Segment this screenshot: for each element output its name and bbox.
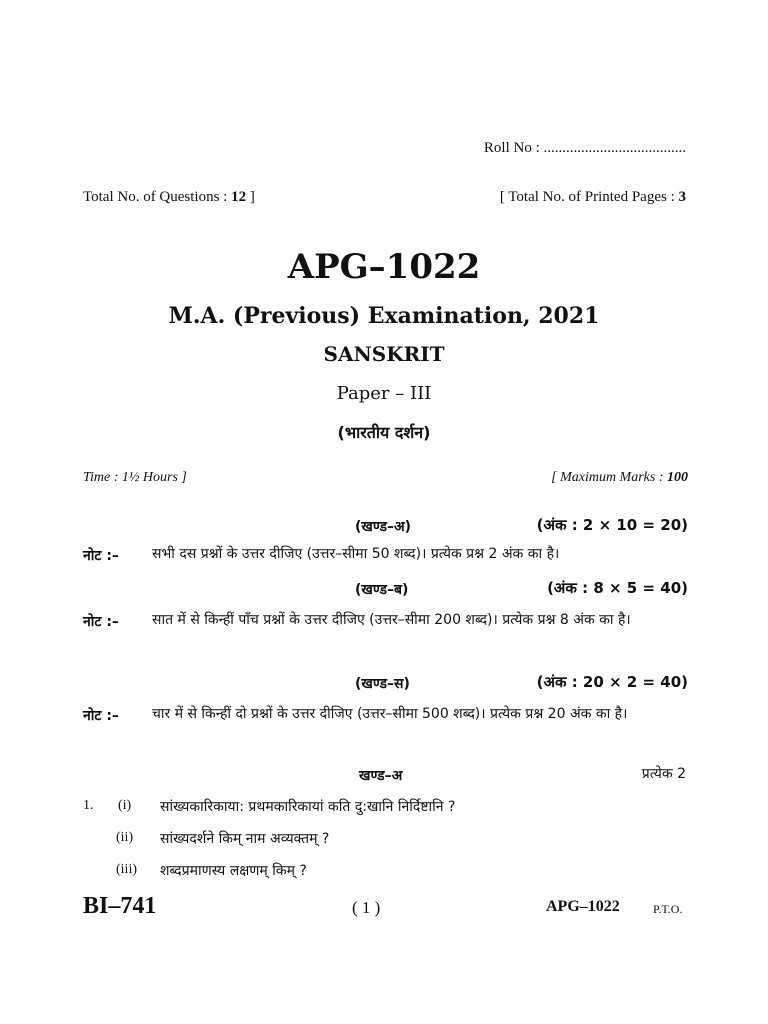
subquestion-number: (ii) (116, 830, 134, 845)
paper-title: (भारतीय दर्शन) (337, 423, 431, 442)
subquestion-number: (iii) (116, 862, 137, 877)
section-b-heading: (खण्ड–ब) (355, 582, 409, 598)
total-questions-label: Total No. of Questions : (83, 189, 232, 205)
time-allowed: Time : 1½ Hours ] (83, 470, 187, 485)
printed-pages-label: [ Total No. of Printed Pages : (499, 189, 679, 205)
paper-number: Paper – III (336, 383, 432, 404)
part-a-each-marks: प्रत्येक 2 (641, 766, 686, 782)
paper-code: APG–1022 (287, 247, 481, 287)
part-a-heading: खण्ड–अ (359, 768, 403, 784)
section-c-heading: (खण्ड–स) (355, 676, 410, 692)
maximum-marks-label: [ Maximum Marks : (551, 470, 667, 485)
page-number: ( 1 ) (352, 898, 381, 917)
section-a-heading: (खण्ड–अ) (355, 519, 412, 535)
subquestion-text: सांख्यदर्शने किम् नाम अव्यक्तम् ? (160, 831, 330, 847)
maximum-marks-value: 100 (667, 470, 688, 485)
footer-paper-code: APG–1022 (546, 898, 620, 915)
section-a-note: सभी दस प्रश्नों के उत्तर दीजिए (उत्तर–सीमा 50 शब्द)। प्रत्येक प्रश्न 2 अंक का है। (152, 546, 560, 562)
section-b-note: सात में से किन्हीं पाँच प्रश्नों के उत्तर दीजिए (उत्तर–सीमा 200 शब्द)। प्रत्येक प्रश्न 8 अंक का है। (152, 612, 631, 628)
section-a-note-label: नोट :– (83, 548, 119, 564)
section-a-marks: (अंक : 2 × 10 = 20) (536, 516, 688, 534)
section-c-marks: (अंक : 20 × 2 = 40) (536, 673, 688, 691)
section-b-note-label: नोट :– (83, 614, 119, 630)
total-questions-value: 12 (231, 189, 247, 205)
subquestion-text: शब्दप्रमाणस्य लक्षणम् किम् ? (160, 863, 307, 879)
total-questions (83, 189, 255, 206)
printed-pages-value: 3 (678, 189, 686, 205)
section-b-marks: (अंक : 8 × 5 = 40) (547, 579, 688, 597)
subquestion-number: (i) (118, 798, 132, 813)
subject-title: SANSKRIT (323, 342, 445, 366)
maximum-marks (551, 470, 688, 486)
total-printed-pages (500, 189, 686, 206)
booklet-code: BI–741 (83, 893, 157, 919)
section-c-note: चार में से किन्हीं दो प्रश्नों के उत्तर दीजिए (उत्तर–सीमा 500 शब्द)। प्रत्येक प्रश्न 20 अंक का है। (152, 706, 628, 722)
subquestion-text: सांख्यकारिकाया: प्रथमकारिकायां कति दु:खानि निर्दिष्टानि ? (160, 799, 456, 815)
total-questions-bracket: ] (246, 189, 255, 205)
question-number: 1. (83, 798, 94, 813)
roll-number-field: Roll No : ...................................... (483, 140, 686, 156)
please-turn-over: P.T.O. (653, 902, 683, 916)
exam-title: M.A. (Previous) Examination, 2021 (168, 303, 600, 329)
section-c-note-label: नोट :– (83, 708, 119, 724)
